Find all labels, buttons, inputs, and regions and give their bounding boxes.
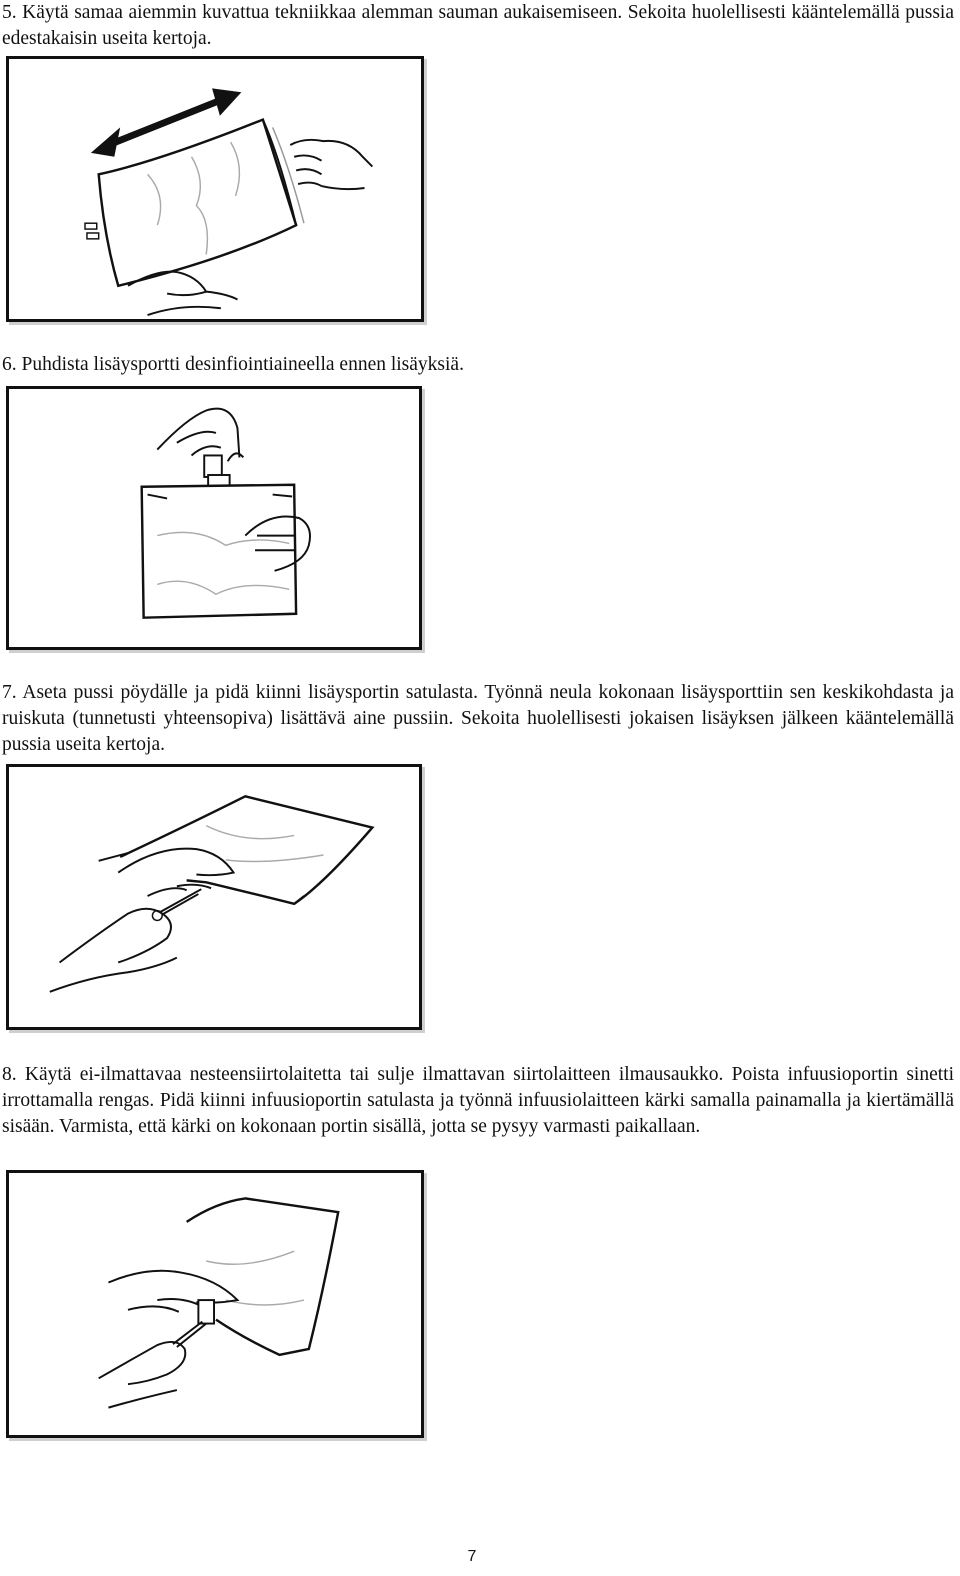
inject-additive-drawing: [9, 767, 419, 1027]
figure-mix-bag-illustration: [6, 56, 424, 322]
insert-infusion-spike-drawing: [9, 1173, 421, 1435]
figure-insert-infusion-spike-illustration: [6, 1170, 424, 1438]
disinfect-port-drawing: [9, 389, 419, 647]
figure-inject-additive-illustration: [6, 764, 422, 1030]
figure-disinfect-port-illustration: [6, 386, 422, 650]
mix-bag-drawing: [9, 59, 421, 319]
step-5-text: 5. Käytä samaa aiemmin kuvattua tekniikkaa alemman sauman aukaisemiseen. Sekoita huolellisesti kääntelemällä pussia edestakaisin useita kertoja.: [2, 2, 954, 49]
page-number: 7: [467, 1548, 477, 1565]
step-8-text: 8. Käytä ei-ilmattavaa nesteensiirtolaitetta tai sulje ilmattavan siirtolaitteen ilmausaukko. Poista infuusioportin sinetti irrottamalla rengas. Pidä kiinni infuusioportin satulasta ja työnnä infuusiolaitteen kärki samalla painamalla ja kiertämällä sisään. Varmista, että kärki on kokonaan portin sisällä, jotta se pysyy varmasti paikallaan.: [2, 1064, 954, 1137]
step-6-text: 6. Puhdista lisäysportti desinfiointiaineella ennen lisäyksiä.: [2, 354, 464, 375]
step-7-text: 7. Aseta pussi pöydälle ja pidä kiinni lisäysportin satulasta. Työnnä neula kokonaan lisäysporttiin sen keskikohdasta ja ruiskuta (tunnetusti yhteensopiva) lisättävä aine pussiin. Sekoita huolellisesti jokaisen lisäyksen jälkeen kääntelemällä pussia useita kertoja.: [2, 682, 954, 755]
